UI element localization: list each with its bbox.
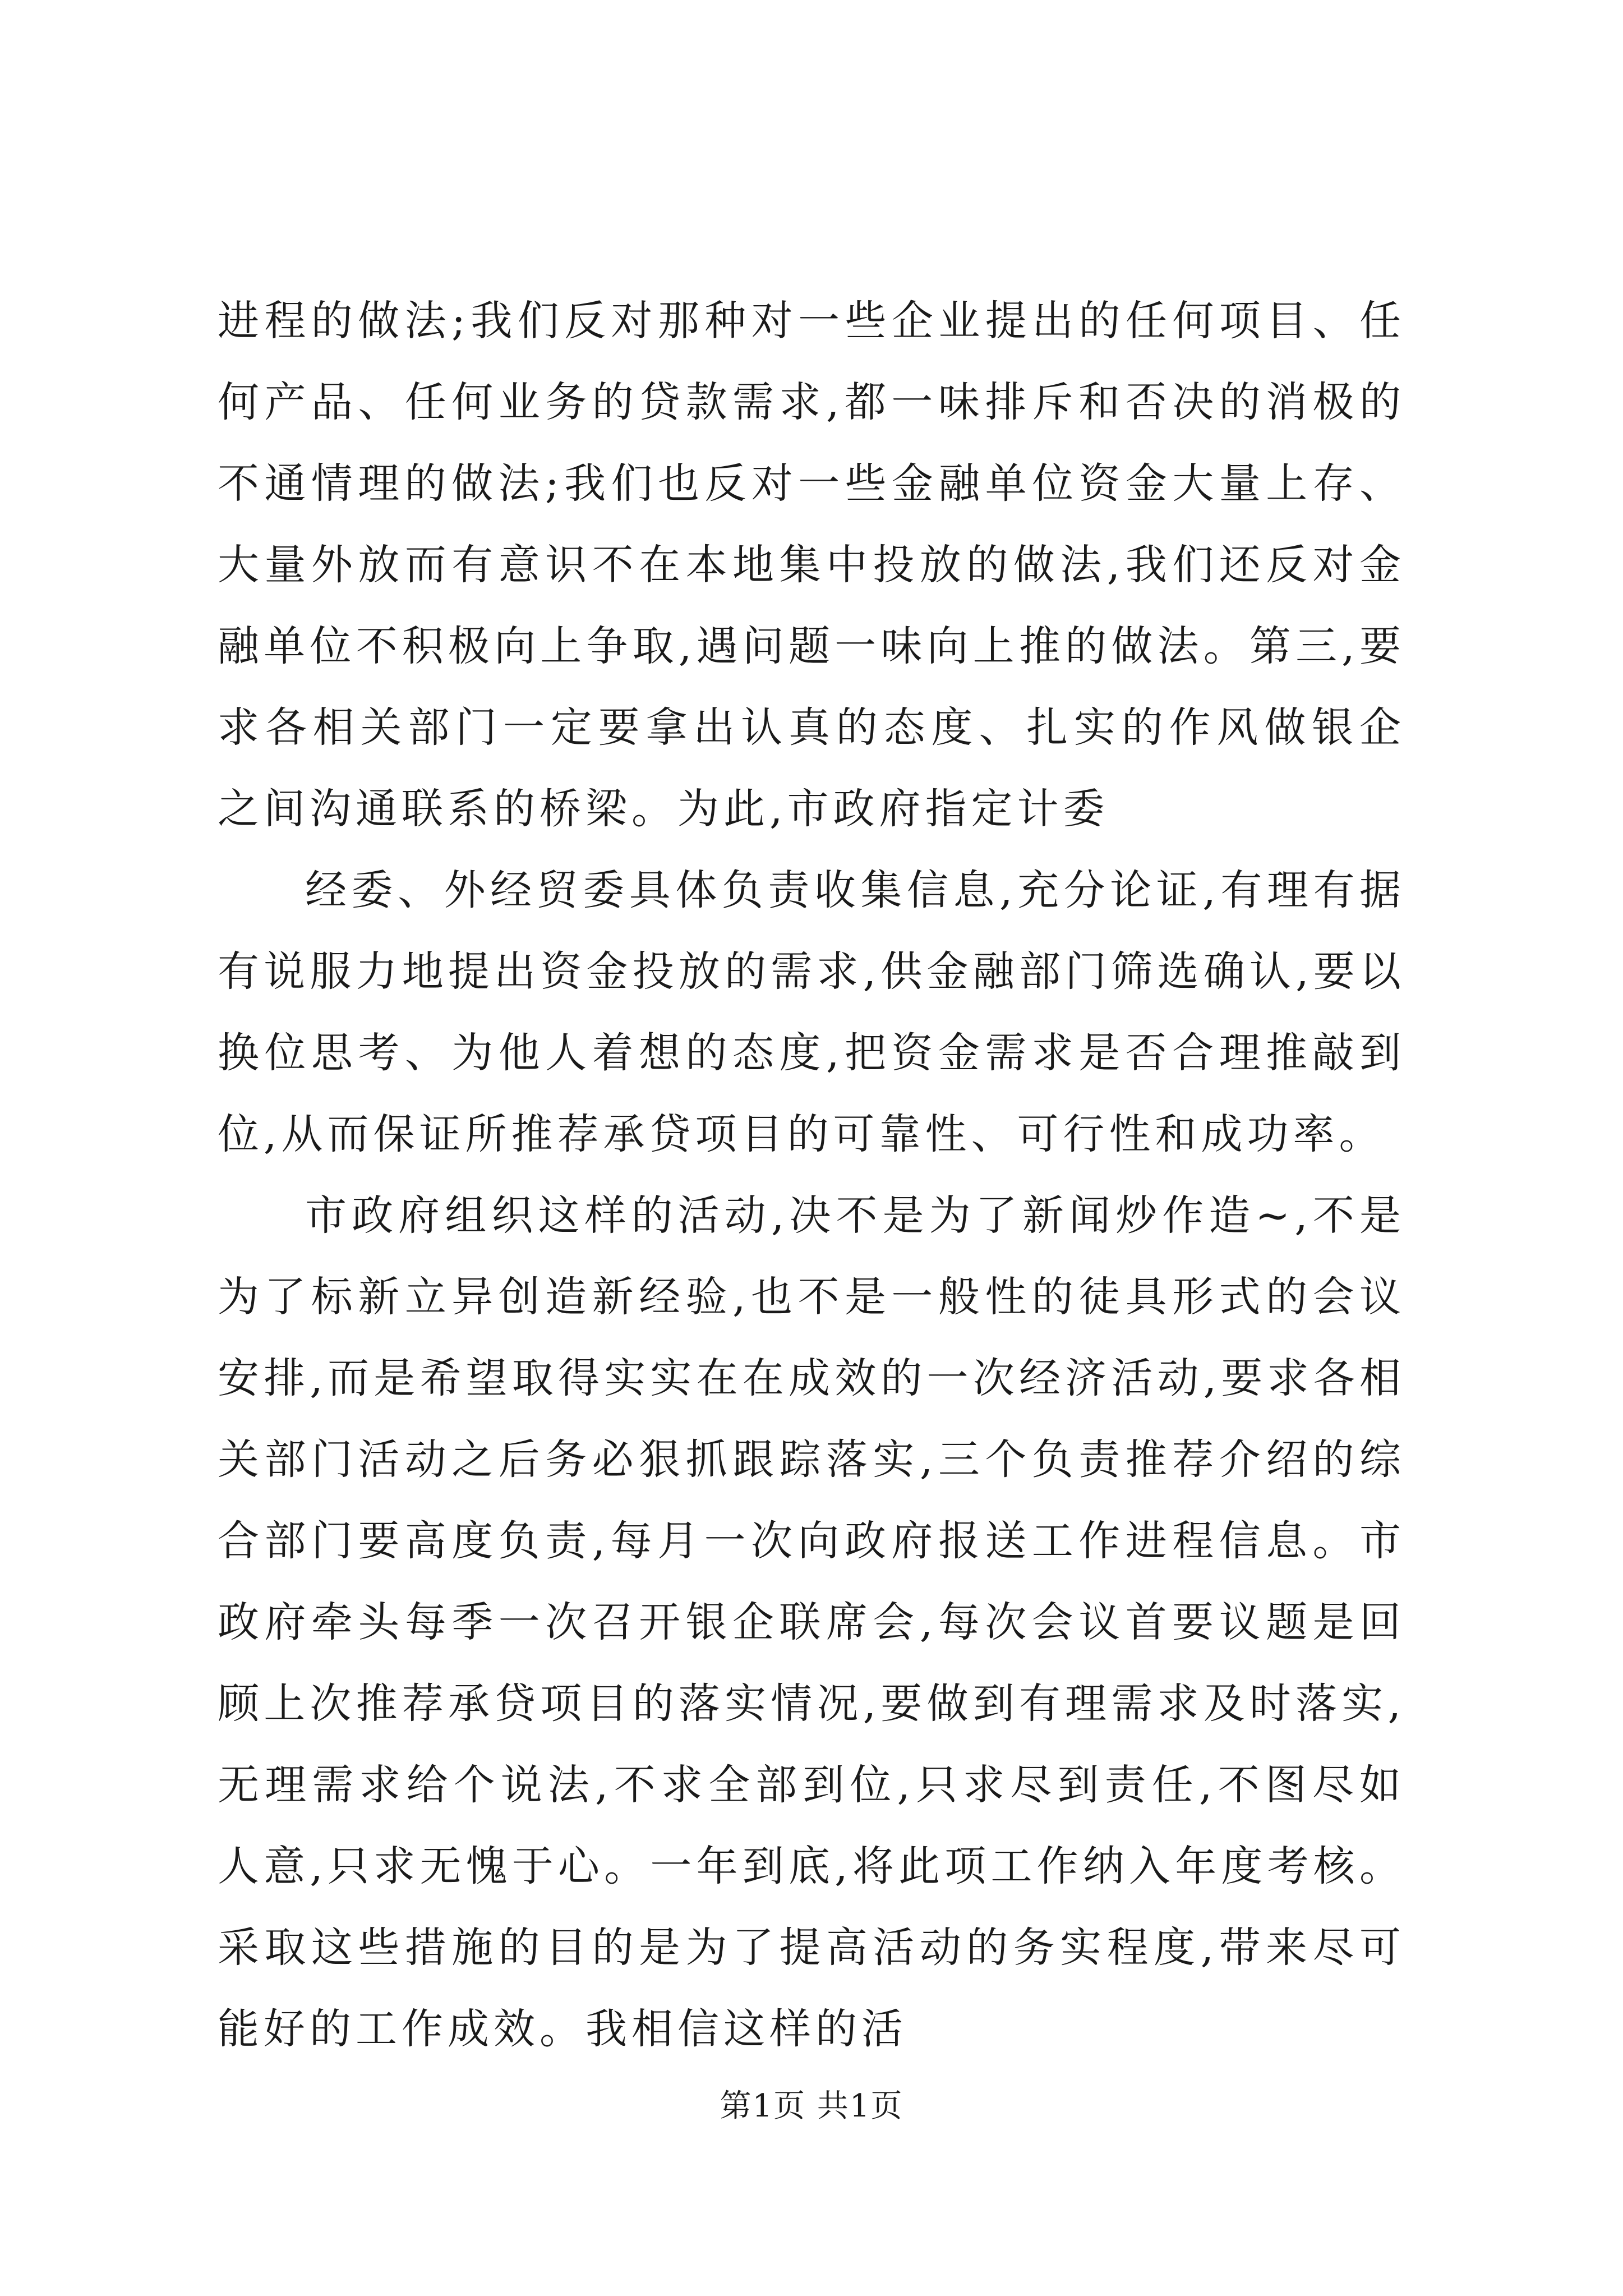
paragraph-3: 市政府组织这样的活动,决不是为了新闻炒作造~,不是为了标新立异创造新经验,也不是一般性的徒具形式的会议安排,而是希望取得实实在在成效的一次经济活动,要求各相关部门活动之后务必狠抓跟踪落实,三个负责推荐介绍的综合部门要高度负责,每月一次向政府报送工作进程信息。市政府牵头每季一次召开银企联席会,每次会议首要议题是回顾上次推荐承贷项目的落实情况,要做到有理需求及时落实,无理需求给个说法,不求全部到位,只求尽到责任,不图尽如人意,只求无愧于心。一年到底,将此项工作纳入年度考核。采取这些措施的目的是为了提高活动的务实程度,带来尽可能好的工作成效。我相信这样的活 <box>218 1191 1405 2053</box>
paragraph-1: 进程的做法;我们反对那种对一些企业提出的任何项目、任何产品、任何业务的贷款需求,都一味排斥和否决的消极的不通情理的做法;我们也反对一些金融单位资金大量上存、大量外放而有意识不在本地集中投放的做法,我们还反对金融单位不积极向上争取,遇问题一味向上推的做法。第三,要求各相关部门一定要拿出认真的态度、扎实的作风做银企之间沟通联系的桥梁。为此,市政府指定计委 <box>218 297 1405 833</box>
paragraph-2: 经委、外经贸委具体负责收集信息,充分论证,有理有据有说服力地提出资金投放的需求,供金融部门筛选确认,要以换位思考、为他人着想的态度,把资金需求是否合理推敲到位,从而保证所推荐承贷项目的可靠性、可行性和成功率。 <box>218 866 1405 1158</box>
page-footer: 第1页 共1页 <box>720 2088 903 2124</box>
document-body <box>218 280 1405 2070</box>
